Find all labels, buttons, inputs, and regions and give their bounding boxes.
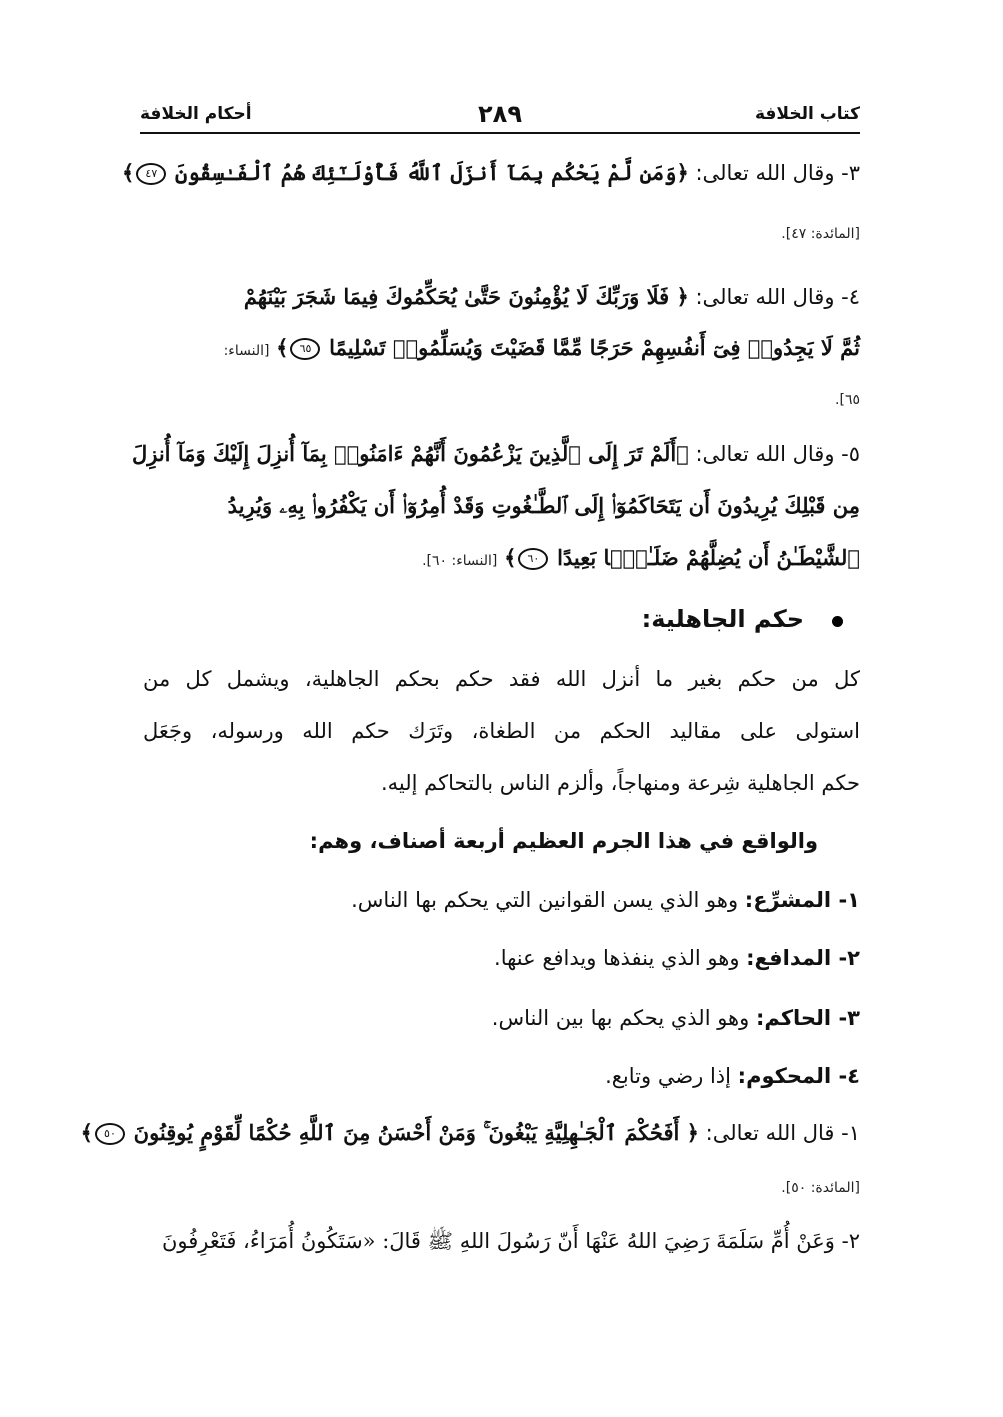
citation: [المائدة: ٥٠]. xyxy=(781,1180,860,1196)
header-rule xyxy=(140,132,860,134)
paragraph-line: استولى على مقاليد الحكم من الطغاة، وتَرَك حكم الله ورسوله، وجَعَل xyxy=(143,719,860,743)
list-item-label: ٣- الحاكم: xyxy=(755,1006,860,1030)
list-item-label: ١- المشرِّع: xyxy=(744,888,860,912)
verse-text: ٱلشَّيْطَـٰنُ أَن يُضِلَّهُمْ ضَلَـٰلًۢا بَعِيدًا xyxy=(557,545,860,570)
verse-close-bracket: ﴾ xyxy=(122,160,135,185)
paragraph-line: كل من حكم بغير ما أنزل الله فقد حكم بحكم الجاهلية، ويشمل كل من xyxy=(143,667,860,691)
section-heading xyxy=(143,604,843,634)
verse-text: ﴿ فَلَا وَرَبِّكَ لَا يُؤْمِنُونَ حَتَّىٰ يُحَكِّمُوكَ فِيمَا شَجَرَ بَيْنَهُمْ xyxy=(243,284,689,309)
list-item-text: وهو الذي يسن القوانين التي يحكم بها الناس. xyxy=(351,888,745,912)
ayah-number-mark: ٥٠ xyxy=(95,1123,125,1145)
ayah-number-mark: ٦٥ xyxy=(290,338,320,360)
bullet-icon xyxy=(832,616,843,627)
verse-line xyxy=(143,335,860,361)
verse-intro: ٣- وقال الله تعالى: xyxy=(695,161,860,185)
verse-intro: ٥- وقال الله تعالى: xyxy=(695,442,860,466)
list-item xyxy=(143,1005,860,1031)
list-item-text: إذا رضي وتابع. xyxy=(605,1064,738,1088)
verse-line xyxy=(80,1120,860,1146)
verse-text: ﴿أَلَمْ تَرَ إِلَى ٱلَّذِينَ يَزْعُمُونَ أَنَّهُمْ ءَامَنُوا۟ بِمَآ أُنزِلَ إِلَيْكَ وَمَآ أُنزِلَ xyxy=(131,441,689,466)
verse-text: مِن قَبْلِكَ يُرِيدُونَ أَن يَتَحَاكَمُوٓا۟ إِلَى ٱلطَّـٰغُوتِ وَقَدْ أُمِرُوٓا۟ أَن يَكْفُرُوا۟ بِهِۦ وَيُرِيدُ xyxy=(227,493,860,518)
verse-line xyxy=(122,160,860,186)
hadith-line: ٢- وَعَنْ أُمِّ سَلَمَةَ رَضِيَ اللهُ عَنْهَا أَنّ رَسُولَ اللهِ ﷺ قَالَ: «سَتَكُونُ أُمَرَاءُ، فَتَعْرِفُونَ xyxy=(161,1229,860,1253)
verse-intro: ٤- وقال الله تعالى: xyxy=(695,285,860,309)
ayah-number-mark: ٤٧ xyxy=(136,163,166,185)
list-item-label: ٤- المحكوم: xyxy=(737,1064,860,1088)
verse-text: ﴿ أَفَحُكْمَ ٱلْجَـٰهِلِيَّةِ يَبْغُونَ ۚ وَمَنْ أَحْسَنُ مِنَ ٱللَّهِ حُكْمًا لِّقَوْمٍ يُوقِنُونَ xyxy=(133,1120,699,1145)
list-item xyxy=(143,887,860,913)
verse-text: ثُمَّ لَا يَجِدُوا۟ فِىٓ أَنفُسِهِمْ حَرَجًا مِّمَّا قَضَيْتَ وَيُسَلِّمُوا۟ تَسْلِيمًا xyxy=(329,335,860,360)
list-item xyxy=(143,945,860,971)
citation: [النساء: xyxy=(223,343,270,359)
list-item-text: وهو الذي ينفذها ويدافع عنها. xyxy=(494,946,747,970)
citation: ٦٥]. xyxy=(835,392,860,408)
verse-close-bracket: ﴾ xyxy=(80,1120,93,1145)
list-item-label: ٢- المدافع: xyxy=(746,946,860,970)
verse-line xyxy=(131,441,860,467)
book-title: كتاب الخلافة xyxy=(754,104,860,124)
paragraph-line: حكم الجاهلية شِرعة ومنهاجاً، وألزم الناس بالتحاكم إليه. xyxy=(380,771,860,795)
verse-text: ﴿وَمَن لَّمْ يَحْكُم بِمَآ أَنزَلَ ٱللَّهُ فَأُوْلَـٰٓئِكَ هُمُ ٱلْفَـٰسِقُونَ xyxy=(175,160,689,185)
verse-intro: ١- قال الله تعالى: xyxy=(705,1121,860,1145)
citation: [المائدة: ٤٧]. xyxy=(781,226,860,242)
verse-close-bracket: ﴾ xyxy=(504,545,517,570)
heading-text: حكم الجاهلية: xyxy=(641,605,804,633)
verse-close-bracket: ﴾ xyxy=(276,335,289,360)
ayah-number-mark: ٦٠ xyxy=(518,548,548,570)
chapter-title: أحكام الخلافة xyxy=(140,104,252,124)
page-header xyxy=(140,100,860,132)
page-number: ٢٨٩ xyxy=(478,100,522,128)
list-item xyxy=(143,1063,860,1089)
verse-line xyxy=(143,493,860,519)
verse-line xyxy=(143,284,860,310)
citation: [النساء: ٦٠]. xyxy=(422,553,498,569)
verse-line xyxy=(143,545,860,571)
list-item-text: وهو الذي يحكم بها بين الناس. xyxy=(491,1006,756,1030)
paragraph-line: والواقع في هذا الجرم العظيم أربعة أصناف، وهم: xyxy=(309,829,818,853)
